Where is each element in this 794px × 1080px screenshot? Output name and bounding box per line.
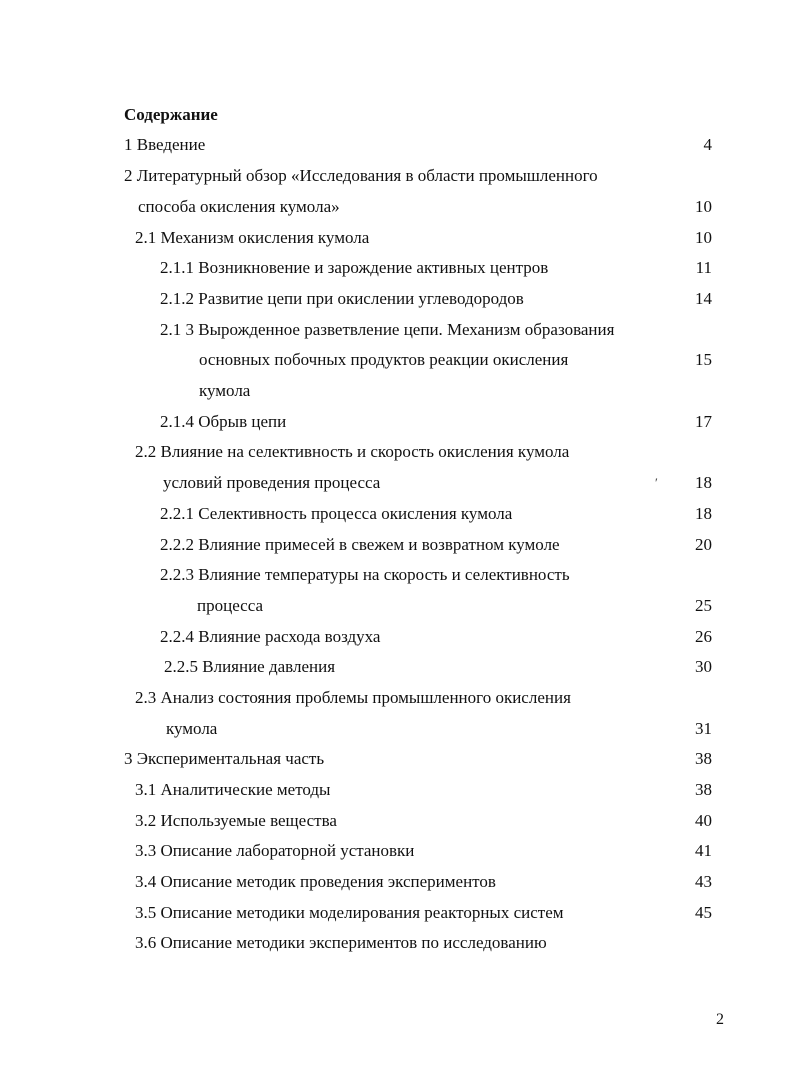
toc-entry xyxy=(0,133,794,157)
toc-entry-title: 3.1 Аналитические методы xyxy=(135,780,331,799)
toc-entry xyxy=(0,809,794,833)
toc-entry xyxy=(0,164,794,188)
toc-entry-page: 17 xyxy=(695,412,712,431)
toc-entry xyxy=(0,318,794,342)
toc-entry-page: 18 xyxy=(695,504,712,523)
toc-entry-title: 3.6 Описание методики экспериментов по исследованию xyxy=(135,933,547,952)
toc-entry-title: 2.1.4 Обрыв цепи xyxy=(160,412,287,431)
toc-entry xyxy=(0,533,794,557)
toc-entry-title: 2.1 Механизм окисления кумола xyxy=(135,228,370,247)
toc-entry xyxy=(0,778,794,802)
toc-entry-title: 3.3 Описание лабораторной установки xyxy=(135,841,415,860)
toc-entry-page: 10 xyxy=(695,197,712,216)
toc-entry-title: 2.2.3 Влияние температуры на скорость и селективность xyxy=(160,565,570,584)
toc-entry-title: процесса xyxy=(197,596,264,615)
toc-entry xyxy=(0,348,794,372)
toc-entry-page: 26 xyxy=(695,627,712,646)
toc-entry-title: 2.2.5 Влияние давления xyxy=(164,657,336,676)
toc-entry-page: 38 xyxy=(695,749,712,768)
page-title: Содержание xyxy=(124,105,218,124)
toc-entry xyxy=(0,410,794,434)
toc-entry-title: 3.2 Используемые вещества xyxy=(135,811,337,830)
toc-entry xyxy=(0,655,794,679)
toc-entry xyxy=(0,226,794,250)
toc-entry-page: 41 xyxy=(695,841,712,860)
toc-entry xyxy=(0,563,794,587)
toc-entry-page: 4 xyxy=(703,135,712,154)
toc-entry xyxy=(0,256,794,280)
toc-entry-page: 25 xyxy=(695,596,712,615)
toc-entry xyxy=(0,502,794,526)
toc-entry xyxy=(0,686,794,710)
toc-entry-title: 2.2 Влияние на селективность и скорость окисления кумола xyxy=(135,442,570,461)
toc-entry xyxy=(0,747,794,771)
toc-entry-title: 2.2.2 Влияние примесей в свежем и возвратном кумоле xyxy=(160,535,560,554)
toc-entry-page: 20 xyxy=(695,535,712,554)
toc-entry-title: 3.4 Описание методик проведения экспериментов xyxy=(135,872,496,891)
toc-entry-title: 3.5 Описание методики моделирования реакторных систем xyxy=(135,903,564,922)
toc-entry-page: 45 xyxy=(695,903,712,922)
toc-entry-page: 10 xyxy=(695,228,712,247)
toc-entry xyxy=(0,471,794,495)
toc-entry xyxy=(0,901,794,925)
toc-entry-title: 2.3 Анализ состояния проблемы промышленного окисления xyxy=(135,688,571,707)
toc-entry-page: 43 xyxy=(695,872,712,891)
toc-entry xyxy=(0,379,794,403)
toc-entry xyxy=(0,440,794,464)
toc-entry-page: 14 xyxy=(695,289,712,308)
toc-entry-title: 2.1 3 Вырожденное разветвление цепи. Механизм образования xyxy=(160,320,615,339)
toc-entry-title: основных побочных продуктов реакции окисления xyxy=(199,350,569,369)
toc-entry-title: 2.1.1 Возникновение и зарождение активных центров xyxy=(160,258,549,277)
toc-entry-page: 40 xyxy=(695,811,712,830)
toc-entry xyxy=(0,195,794,219)
toc-entry-page: 18 xyxy=(695,473,712,492)
toc-entry-page: 15 xyxy=(695,350,712,369)
toc-entry-title: 2.1.2 Развитие цепи при окислении углеводородов xyxy=(160,289,524,308)
toc-entry-title: 2 Литературный обзор «Исследования в области промышленного xyxy=(124,166,598,185)
page-number: 2 xyxy=(716,1011,724,1028)
toc-entry-page: 30 xyxy=(695,657,712,676)
toc-entry xyxy=(0,931,794,955)
stray-mark: ʹ xyxy=(655,475,658,490)
toc-entry xyxy=(0,717,794,741)
toc-entry-title: кумола xyxy=(199,381,251,400)
toc-entry-page: 11 xyxy=(695,258,712,277)
toc-entry-title: 3 Экспериментальная часть xyxy=(124,749,325,768)
toc-entry-title: 2.2.1 Селективность процесса окисления кумола xyxy=(160,504,513,523)
toc-entry-page: 38 xyxy=(695,780,712,799)
toc-entry xyxy=(0,839,794,863)
toc-entry-page: 31 xyxy=(695,719,712,738)
toc-entry-title: 2.2.4 Влияние расхода воздуха xyxy=(160,627,381,646)
toc-entry xyxy=(0,594,794,618)
toc-entry xyxy=(0,625,794,649)
toc-entry xyxy=(0,870,794,894)
toc-entry-title: 1 Введение xyxy=(124,135,206,154)
toc-entry xyxy=(0,287,794,311)
toc-entry-title: условий проведения процесса xyxy=(163,473,381,492)
toc-entry-title: способа окисления кумола» xyxy=(138,197,340,216)
toc-entry-title: кумола xyxy=(166,719,218,738)
